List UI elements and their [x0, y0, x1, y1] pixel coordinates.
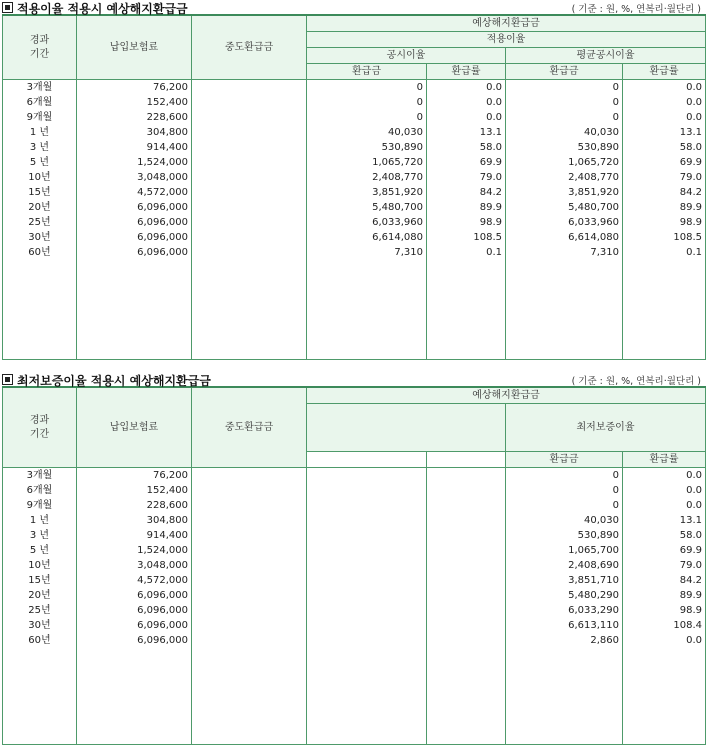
empty-cell: [3, 648, 77, 745]
empty-cell: [427, 528, 506, 543]
midterm-cell: [192, 245, 307, 260]
empty-cell: [307, 528, 427, 543]
premium-cell: 3,048,000: [77, 170, 192, 185]
empty-cell: [427, 260, 506, 360]
midterm-cell: [192, 125, 307, 140]
min-refund-cell: 6,033,290: [506, 603, 623, 618]
avg-refund-cell: 2,408,770: [506, 170, 623, 185]
table-row: [3, 125, 706, 140]
empty-cell: [427, 498, 506, 513]
avg-refund-cell: 0: [506, 110, 623, 125]
empty-cell: [307, 558, 427, 573]
header-refund-rate: 환급률: [427, 64, 506, 80]
table-row: [3, 95, 706, 110]
midterm-cell: [192, 588, 307, 603]
avg-rate-cell: 89.9: [623, 200, 706, 215]
empty-cell: [427, 588, 506, 603]
min-rate-cell: 0.0: [623, 468, 706, 484]
period-cell: 9개월: [3, 498, 77, 513]
premium-cell: 1,524,000: [77, 543, 192, 558]
period-cell: 60년: [3, 633, 77, 648]
avg-rate-cell: 84.2: [623, 185, 706, 200]
min-rate-cell: 13.1: [623, 513, 706, 528]
empty-cell: [427, 543, 506, 558]
midterm-cell: [192, 230, 307, 245]
avg-rate-cell: 108.5: [623, 230, 706, 245]
premium-cell: 6,096,000: [77, 245, 192, 260]
announced-refund-cell: 1,065,720: [307, 155, 427, 170]
min-rate-cell: 89.9: [623, 588, 706, 603]
avg-rate-cell: 98.9: [623, 215, 706, 230]
avg-refund-cell: 3,851,920: [506, 185, 623, 200]
header-empty: [307, 404, 506, 452]
announced-rate-cell: 79.0: [427, 170, 506, 185]
empty-cell: [77, 648, 192, 745]
table-row: [3, 513, 706, 528]
section-title: 적용이율 적용시 예상해지환급금: [2, 0, 188, 17]
unit-basis-note: ( 기준 : 원, %, 연복리·월단리 ): [571, 376, 701, 387]
empty-cell: [427, 513, 506, 528]
min-refund-cell: 5,480,290: [506, 588, 623, 603]
midterm-cell: [192, 618, 307, 633]
min-refund-cell: 0: [506, 498, 623, 513]
table-row: [3, 588, 706, 603]
announced-rate-cell: 13.1: [427, 125, 506, 140]
announced-rate-cell: 58.0: [427, 140, 506, 155]
table-row: [3, 80, 706, 96]
period-cell: 5 년: [3, 543, 77, 558]
period-cell: 60년: [3, 245, 77, 260]
premium-cell: 228,600: [77, 110, 192, 125]
period-cell: 3 년: [3, 140, 77, 155]
empty-cell: [77, 260, 192, 360]
min-guarantee-table: [2, 386, 706, 745]
min-refund-cell: 3,851,710: [506, 573, 623, 588]
section-applied-rate: [0, 0, 707, 360]
unit-basis-note: ( 기준 : 원, %, 연복리·월단리 ): [571, 4, 701, 15]
header-midterm: 중도환급금: [192, 15, 307, 80]
header-min-guarantee-rate: 최저보증이율: [506, 404, 706, 452]
premium-cell: 6,096,000: [77, 588, 192, 603]
header-empty: [307, 452, 427, 468]
table-row: [3, 155, 706, 170]
header-applied-rate: 적용이율: [307, 32, 706, 48]
square-bullet-icon: [2, 374, 13, 385]
header-premium: 납입보험료: [77, 387, 192, 468]
header-expected-refund: 예상해지환급금: [307, 387, 706, 404]
avg-rate-cell: 58.0: [623, 140, 706, 155]
avg-refund-cell: 6,033,960: [506, 215, 623, 230]
table-row: [3, 498, 706, 513]
period-cell: 15년: [3, 573, 77, 588]
period-cell: 1 년: [3, 513, 77, 528]
announced-refund-cell: 530,890: [307, 140, 427, 155]
table-row: [3, 170, 706, 185]
midterm-cell: [192, 543, 307, 558]
period-cell: 5 년: [3, 155, 77, 170]
table-row: [3, 633, 706, 648]
midterm-cell: [192, 513, 307, 528]
min-rate-cell: 0.0: [623, 633, 706, 648]
midterm-cell: [192, 528, 307, 543]
table-row: [3, 110, 706, 125]
announced-refund-cell: 7,310: [307, 245, 427, 260]
premium-cell: 152,400: [77, 95, 192, 110]
premium-cell: 6,096,000: [77, 230, 192, 245]
midterm-cell: [192, 483, 307, 498]
avg-refund-cell: 0: [506, 95, 623, 110]
min-refund-cell: 40,030: [506, 513, 623, 528]
section-title: 최저보증이율 적용시 예상해지환급금: [2, 372, 211, 389]
table-row: [3, 573, 706, 588]
premium-cell: 1,524,000: [77, 155, 192, 170]
min-refund-cell: 0: [506, 468, 623, 484]
avg-rate-cell: 69.9: [623, 155, 706, 170]
announced-refund-cell: 5,480,700: [307, 200, 427, 215]
empty-cell: [623, 648, 706, 745]
midterm-cell: [192, 558, 307, 573]
premium-cell: 152,400: [77, 483, 192, 498]
midterm-cell: [192, 498, 307, 513]
table-row: [3, 618, 706, 633]
empty-cell: [307, 588, 427, 603]
empty-filler-row: [3, 648, 706, 745]
header-refund: 환급금: [307, 64, 427, 80]
table-row: [3, 558, 706, 573]
premium-cell: 4,572,000: [77, 185, 192, 200]
premium-cell: 6,096,000: [77, 618, 192, 633]
min-rate-cell: 79.0: [623, 558, 706, 573]
min-rate-cell: 0.0: [623, 483, 706, 498]
announced-rate-cell: 108.5: [427, 230, 506, 245]
announced-rate-cell: 0.0: [427, 80, 506, 96]
avg-rate-cell: 0.0: [623, 80, 706, 96]
announced-refund-cell: 2,408,770: [307, 170, 427, 185]
premium-cell: 228,600: [77, 498, 192, 513]
empty-cell: [307, 513, 427, 528]
empty-cell: [307, 573, 427, 588]
min-refund-cell: 2,408,690: [506, 558, 623, 573]
avg-refund-cell: 5,480,700: [506, 200, 623, 215]
empty-cell: [307, 543, 427, 558]
header-announced-rate: 공시이율: [307, 48, 506, 64]
empty-cell: [427, 468, 506, 484]
header-refund: 환급금: [506, 64, 623, 80]
table-row: [3, 483, 706, 498]
empty-cell: [427, 483, 506, 498]
empty-cell: [427, 618, 506, 633]
empty-cell: [307, 633, 427, 648]
announced-refund-cell: 3,851,920: [307, 185, 427, 200]
empty-cell: [427, 558, 506, 573]
period-cell: 3개월: [3, 80, 77, 96]
announced-rate-cell: 89.9: [427, 200, 506, 215]
announced-rate-cell: 84.2: [427, 185, 506, 200]
premium-cell: 914,400: [77, 140, 192, 155]
empty-cell: [506, 260, 623, 360]
announced-rate-cell: 0.1: [427, 245, 506, 260]
table-row: [3, 185, 706, 200]
min-refund-cell: 6,613,110: [506, 618, 623, 633]
premium-cell: 3,048,000: [77, 558, 192, 573]
empty-cell: [506, 648, 623, 745]
midterm-cell: [192, 468, 307, 484]
header-period: 경과 기간: [3, 387, 77, 468]
table-row: [3, 230, 706, 245]
min-rate-cell: 0.0: [623, 498, 706, 513]
empty-cell: [427, 573, 506, 588]
avg-refund-cell: 7,310: [506, 245, 623, 260]
avg-rate-cell: 0.0: [623, 110, 706, 125]
avg-refund-cell: 1,065,720: [506, 155, 623, 170]
premium-cell: 914,400: [77, 528, 192, 543]
midterm-cell: [192, 215, 307, 230]
header-refund-rate: 환급률: [623, 452, 706, 468]
period-cell: 20년: [3, 200, 77, 215]
empty-cell: [427, 633, 506, 648]
announced-refund-cell: 40,030: [307, 125, 427, 140]
midterm-cell: [192, 573, 307, 588]
midterm-cell: [192, 633, 307, 648]
empty-cell: [307, 498, 427, 513]
empty-cell: [427, 648, 506, 745]
premium-cell: 76,200: [77, 468, 192, 484]
header-empty: [427, 452, 506, 468]
avg-refund-cell: 530,890: [506, 140, 623, 155]
min-rate-cell: 108.4: [623, 618, 706, 633]
table-row: [3, 528, 706, 543]
header-refund-rate: 환급률: [623, 64, 706, 80]
applied-rate-table: [2, 14, 706, 360]
header-expected-refund: 예상해지환급금: [307, 15, 706, 32]
period-cell: 30년: [3, 230, 77, 245]
table-row: [3, 215, 706, 230]
min-rate-cell: 84.2: [623, 573, 706, 588]
announced-refund-cell: 6,033,960: [307, 215, 427, 230]
header-premium: 납입보험료: [77, 15, 192, 80]
announced-refund-cell: 0: [307, 110, 427, 125]
midterm-cell: [192, 80, 307, 96]
empty-cell: [307, 483, 427, 498]
announced-rate-cell: 69.9: [427, 155, 506, 170]
period-cell: 3 년: [3, 528, 77, 543]
period-cell: 10년: [3, 170, 77, 185]
table-row: [3, 245, 706, 260]
announced-rate-cell: 98.9: [427, 215, 506, 230]
premium-cell: 304,800: [77, 125, 192, 140]
avg-rate-cell: 79.0: [623, 170, 706, 185]
avg-refund-cell: 6,614,080: [506, 230, 623, 245]
midterm-cell: [192, 603, 307, 618]
section-min-guarantee-rate: [0, 372, 707, 745]
premium-cell: 4,572,000: [77, 573, 192, 588]
period-cell: 9개월: [3, 110, 77, 125]
period-cell: 10년: [3, 558, 77, 573]
header-midterm: 중도환급금: [192, 387, 307, 468]
announced-refund-cell: 0: [307, 95, 427, 110]
period-cell: 25년: [3, 215, 77, 230]
table-row: [3, 603, 706, 618]
header-period: 경과 기간: [3, 15, 77, 80]
period-cell: 15년: [3, 185, 77, 200]
period-cell: 20년: [3, 588, 77, 603]
announced-refund-cell: 6,614,080: [307, 230, 427, 245]
period-cell: 1 년: [3, 125, 77, 140]
premium-cell: 6,096,000: [77, 215, 192, 230]
avg-rate-cell: 0.0: [623, 95, 706, 110]
min-rate-cell: 98.9: [623, 603, 706, 618]
empty-cell: [623, 260, 706, 360]
premium-cell: 6,096,000: [77, 200, 192, 215]
avg-rate-cell: 0.1: [623, 245, 706, 260]
empty-filler-row: [3, 260, 706, 360]
period-cell: 6개월: [3, 95, 77, 110]
header-refund: 환급금: [506, 452, 623, 468]
midterm-cell: [192, 95, 307, 110]
min-refund-cell: 530,890: [506, 528, 623, 543]
empty-cell: [307, 618, 427, 633]
empty-cell: [307, 603, 427, 618]
announced-rate-cell: 0.0: [427, 110, 506, 125]
min-refund-cell: 0: [506, 483, 623, 498]
table-row: [3, 543, 706, 558]
empty-cell: [192, 260, 307, 360]
midterm-cell: [192, 140, 307, 155]
avg-refund-cell: 0: [506, 80, 623, 96]
premium-cell: 304,800: [77, 513, 192, 528]
midterm-cell: [192, 185, 307, 200]
empty-cell: [307, 468, 427, 484]
midterm-cell: [192, 110, 307, 125]
premium-cell: 76,200: [77, 80, 192, 96]
period-cell: 3개월: [3, 468, 77, 484]
table-row: [3, 140, 706, 155]
empty-cell: [427, 603, 506, 618]
min-refund-cell: 1,065,700: [506, 543, 623, 558]
premium-cell: 6,096,000: [77, 633, 192, 648]
avg-refund-cell: 40,030: [506, 125, 623, 140]
table-row: [3, 468, 706, 484]
square-bullet-icon: [2, 2, 13, 13]
min-refund-cell: 2,860: [506, 633, 623, 648]
min-rate-cell: 69.9: [623, 543, 706, 558]
empty-cell: [307, 260, 427, 360]
period-cell: 6개월: [3, 483, 77, 498]
period-cell: 30년: [3, 618, 77, 633]
avg-rate-cell: 13.1: [623, 125, 706, 140]
announced-refund-cell: 0: [307, 80, 427, 96]
empty-cell: [307, 648, 427, 745]
midterm-cell: [192, 170, 307, 185]
empty-cell: [3, 260, 77, 360]
premium-cell: 6,096,000: [77, 603, 192, 618]
table-row: [3, 200, 706, 215]
min-rate-cell: 58.0: [623, 528, 706, 543]
header-avg-announced-rate: 평균공시이율: [506, 48, 706, 64]
announced-rate-cell: 0.0: [427, 95, 506, 110]
empty-cell: [192, 648, 307, 745]
period-cell: 25년: [3, 603, 77, 618]
midterm-cell: [192, 155, 307, 170]
midterm-cell: [192, 200, 307, 215]
